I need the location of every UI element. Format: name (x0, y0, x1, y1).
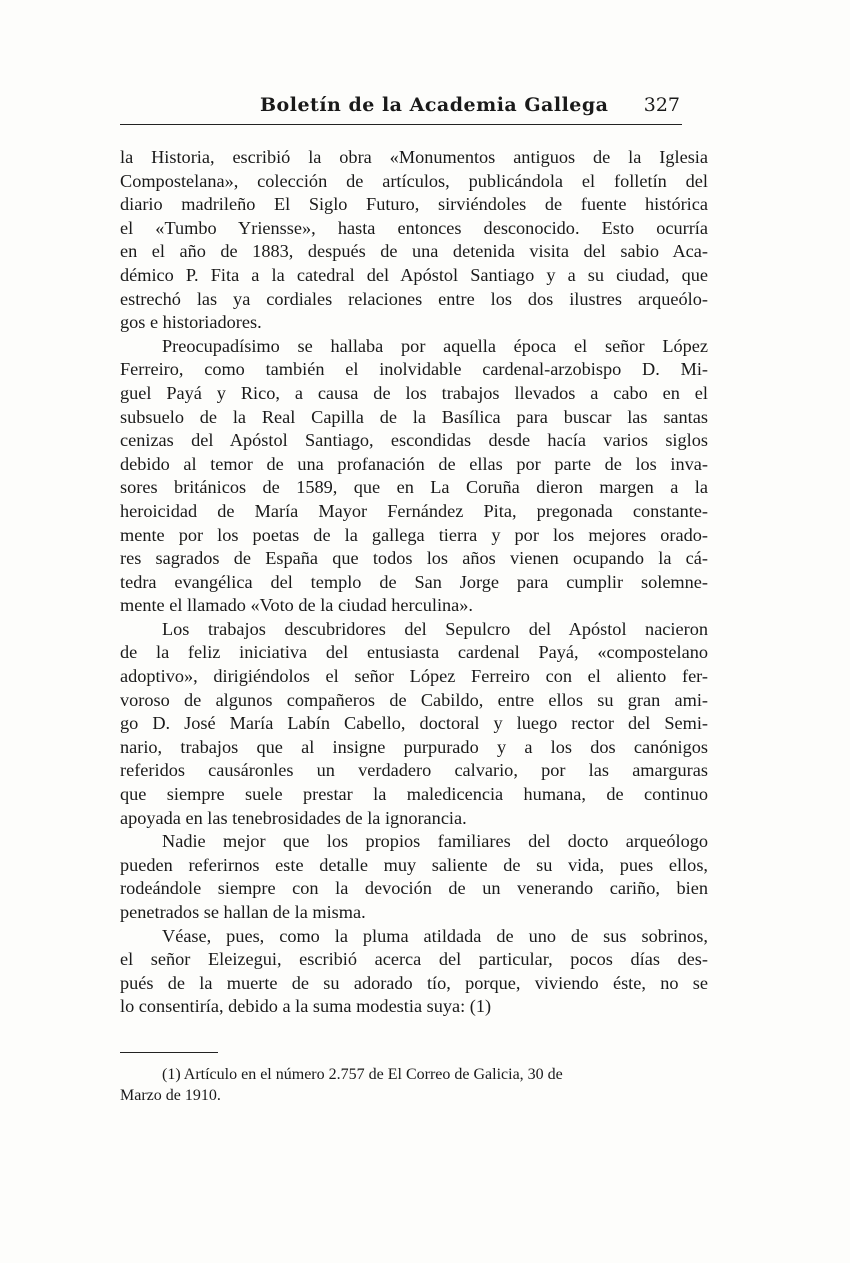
text-line: mente el llamado «Voto de la ciudad herculina». (120, 595, 473, 616)
text-line: pués de la muerte de su adorado tío, porque, viviendo éste, no se (120, 972, 708, 993)
paragraph (120, 925, 708, 1019)
text-line: Compostelana», colección de artículos, publicándola el folletín del (120, 170, 708, 191)
page-header (120, 94, 682, 125)
text-line: adoptivo», dirigiéndolos el señor López Ferreiro con el aliento fer- (120, 666, 708, 687)
text-line: Ferreiro, como también el inolvidable cardenal-arzobispo D. Mi- (120, 359, 708, 380)
paragraph (120, 618, 708, 830)
running-title: Boletín de la Academia Gallega (260, 94, 609, 116)
paragraph (120, 830, 708, 924)
footnote-line: (1) Artículo en el número 2.757 de El Correo de Galicia, 30 de (162, 1066, 563, 1083)
footnotes (120, 1064, 710, 1106)
text-line: nario, trabajos que al insigne purpurado y a los dos canónigos (120, 736, 708, 757)
text-line: el señor Eleizegui, escribió acerca del particular, pocos días des- (120, 949, 708, 970)
text-line: debido al temor de una profanación de ellas por parte de los inva- (120, 453, 708, 474)
text-line: guel Payá y Rico, a causa de los trabajos llevados a cabo en el (120, 382, 708, 403)
text-line: Los trabajos descubridores del Sepulcro del Apóstol nacieron (162, 618, 708, 639)
text-line: Nadie mejor que los propios familiares del docto arqueólogo (162, 831, 708, 852)
body-text (120, 146, 708, 1019)
footnote (120, 1064, 710, 1106)
text-line: rodeándole siempre con la devoción de un venerando cariño, bien (120, 878, 708, 899)
text-line: Véase, pues, como la pluma atildada de uno de sus sobrinos, (162, 925, 708, 946)
paragraph (120, 335, 708, 618)
text-line: subsuelo de la Real Capilla de la Basílica para buscar las santas (120, 406, 708, 427)
text-line: en el año de 1883, después de una detenida visita del sabio Aca- (120, 241, 708, 262)
text-line: penetrados se hallan de la misma. (120, 902, 366, 922)
text-line: la Historia, escribió la obra «Monumentos antiguos de la Iglesia (120, 147, 708, 167)
text-line: diario madrileño El Siglo Futuro, sirviéndoles de fuente histórica (120, 194, 708, 215)
text-line: sores británicos de 1589, que en La Coruña dieron margen a la (120, 477, 708, 498)
text-line: mente por los poetas de la gallega tierra y por los mejores orado- (120, 524, 708, 545)
text-line: voroso de algunos compañeros de Cabildo, entre ellos su gran ami- (120, 689, 708, 710)
text-line: el «Tumbo Yriensse», hasta entonces desconocido. Esto ocurría (120, 217, 708, 238)
text-line: que siempre suele prestar la maledicencia humana, de continuo (120, 784, 708, 805)
text-line: démico P. Fita a la catedral del Apóstol Santiago y a su ciudad, que (120, 264, 708, 285)
text-line: heroicidad de María Mayor Fernández Pita, pregonada constante- (120, 500, 708, 521)
text-line: referidos causáronles un verdadero calvario, por las amarguras (120, 760, 708, 781)
text-line: pueden referirnos este detalle muy saliente de su vida, pues ellos, (120, 854, 708, 875)
page-number: 327 (643, 94, 680, 116)
text-line: cenizas del Apóstol Santiago, escondidas desde hacía varios siglos (120, 430, 708, 451)
text-line: res sagrados de España que todos los años vienen ocupando la cá- (120, 548, 708, 569)
footnote-divider (120, 1052, 218, 1053)
footnote-line: Marzo de 1910. (120, 1087, 221, 1104)
text-line: de la feliz iniciativa del entusiasta cardenal Payá, «compostelano (120, 642, 708, 663)
text-line: Preocupadísimo se hallaba por aquella época el señor López (162, 335, 708, 356)
text-line: gos e historiadores. (120, 312, 262, 333)
text-line: estrechó las ya cordiales relaciones entre los dos ilustres arqueólo- (120, 288, 708, 309)
text-line: apoyada en las tenebrosidades de la ignorancia. (120, 807, 467, 828)
paragraph (120, 146, 708, 335)
text-line: lo consentiría, debido a la suma modestia suya: (1) (120, 996, 492, 1017)
text-line: go D. José María Labín Cabello, doctoral y luego rector del Semi- (120, 713, 708, 734)
text-line: tedra evangélica del templo de San Jorge para cumplir solemne- (120, 571, 708, 592)
